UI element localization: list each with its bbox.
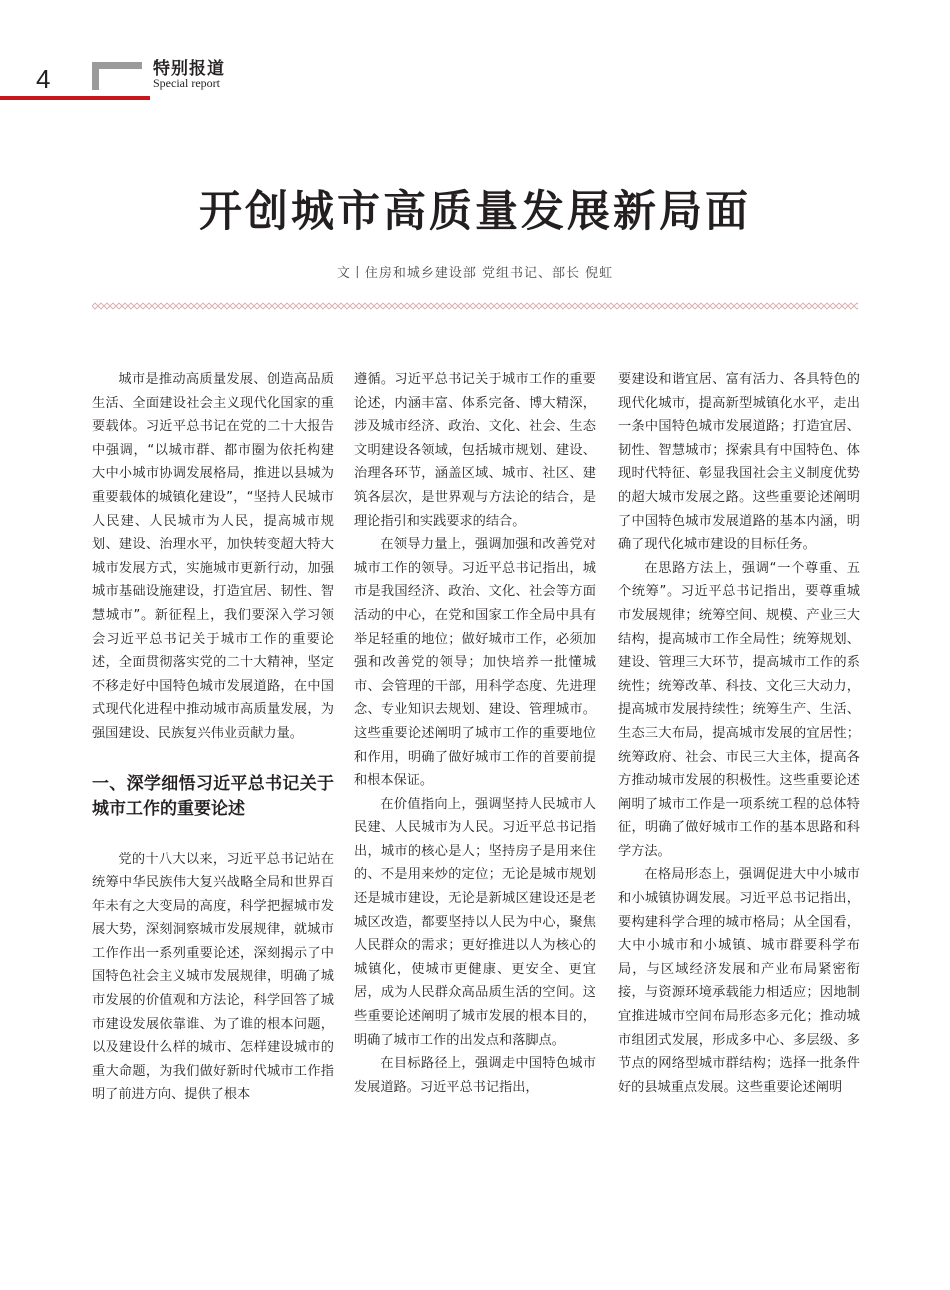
paragraph: 在目标路径上，强调走中国特色城市发展道路。习近平总书记指出， [354, 1056, 596, 1095]
column-3 [618, 368, 860, 1099]
paragraph: 遵循。习近平总书记关于城市工作的重要论述，内涵丰富、体系完备、博大精深，涉及城市经济、政治、文化、社会、生态文明建设各领域，包括城市规划、建设、治理各环节，涵盖区域、城市、社区、建筑各层次，是世界观与方法论的结合，是理论指引和实践要求的结合。 [354, 372, 596, 529]
red-header-rule [0, 96, 150, 100]
column-1 [92, 368, 334, 1107]
article-byline: 文丨住房和城乡建设部 党组书记、部长 倪虹 [336, 266, 614, 281]
section-title-en: Special report [153, 76, 220, 90]
paragraph: 要建设和谐宜居、富有活力、各具特色的现代化城市，提高新型城镇化水平，走出一条中国特色城市发展道路；打造宜居、韧性、智慧城市；探索具有中国特色、体现时代特征、彰显我国社会主义制度优势的超大城市发展之路。这些重要论述阐明了中国特色城市发展道路的基本内涵，明确了现代化城市建设的目标任务。 [618, 372, 860, 553]
paragraph: 在格局形态上，强调促进大中小城市和小城镇协调发展。习近平总书记指出，要构建科学合理的城市格局；从全国看，大中小城市和小城镇、城市群要科学布局，与区域经济发展和产业布局紧密衔接，与资源环境承载能力相适应；因地制宜推进城市空间布局形态多元化；推动城市组团式发展，形成多中心、多层级、多节点的网络型城市群结构；选择一批条件好的县城重点发展。这些重要论述阐明 [618, 867, 860, 1095]
decorative-divider [92, 302, 858, 310]
paragraph: 党的十八大以来，习近平总书记站在统筹中华民族伟大复兴战略全局和世界百年未有之大变局的高度，科学把握城市发展大势，深刻洞察城市发展规律，就城市工作作出一系列重要论述，深刻揭示了中国特色社会主义城市发展规律，明确了城市发展的价值观和方法论，科学回答了城市建设发展依靠谁、为了谁的根本问题，以及建设什么样的城市、怎样建设城市的重大命题，为我们做好新时代城市工作指明了前进方向、提供了根本 [92, 851, 334, 1103]
section-heading: 一、深学细悟习近平总书记关于城市工作的重要论述 [92, 773, 334, 819]
section-title-cn: 特别报道 [153, 59, 225, 79]
page-number: 4 [36, 64, 51, 94]
paragraph: 城市是推动高质量发展、创造高品质生活、全面建设社会主义现代化国家的重要载体。习近平总书记在党的二十大报告中强调，“以城市群、都市圈为依托构建大中小城市协调发展格局，推进以县城为重要载体的城镇化建设”，“坚持人民城市人民建、人民城市为人民，提高城市规划、建设、治理水平，加快转变超大特大城市发展方式，实施城市更新行动，加强城市基础设施建设，打造宜居、韧性、智慧城市”。新征程上，我们要深入学习领会习近平总书记关于城市工作的重要论述，全面贯彻落实党的二十大精神，坚定不移走好中国特色城市发展道路，在中国式现代化进程中推动城市高质量发展，为强国建设、民族复兴伟业贡献力量。 [92, 372, 334, 741]
paragraph: 在领导力量上，强调加强和改善党对城市工作的领导。习近平总书记指出，城市是我国经济、政治、文化、社会等方面活动的中心，在党和国家工作全局中具有举足轻重的地位；做好城市工作，必须加强和改善党的领导；加快培养一批懂城市、会管理的干部，用科学态度、先进理念、专业知识去规划、建设、管理城市。这些重要论述阐明了城市工作的重要地位和作用，明确了做好城市工作的首要前提和根本保证。 [354, 537, 596, 789]
paragraph: 在思路方法上，强调“一个尊重、五个统筹”。习近平总书记指出，要尊重城市发展规律；统筹空间、规模、产业三大结构，提高城市工作全局性；统筹规划、建设、管理三大环节，提高城市工作的系统性；统筹改革、科技、文化三大动力，提高城市发展持续性；统筹生产、生活、生态三大布局，提高城市发展的宜居性；统筹政府、社会、市民三大主体，提高各方推动城市发展的积极性。这些重要论述阐明了城市工作是一项系统工程的总体特征，明确了做好城市工作的基本思路和科学方法。 [618, 560, 860, 859]
column-2 [354, 368, 596, 1099]
article-title: 开创城市高质量发展新局面 [199, 187, 751, 237]
section-bracket-ornament [92, 62, 142, 90]
paragraph: 在价值指向上，强调坚持人民城市人民建、人民城市为人民。习近平总书记指出，城市的核心是人；坚持房子是用来住的、不是用来炒的定位；无论是城市规划还是城市建设，无论是新城区建设还是老城区改造，都要坚持以人民为中心，聚焦人民群众的需求；更好推进以人为核心的城镇化，使城市更健康、更安全、更宜居，成为人民群众高品质生活的空间。这些重要论述阐明了城市发展的根本目的，明确了城市工作的出发点和落脚点。 [354, 796, 596, 1048]
